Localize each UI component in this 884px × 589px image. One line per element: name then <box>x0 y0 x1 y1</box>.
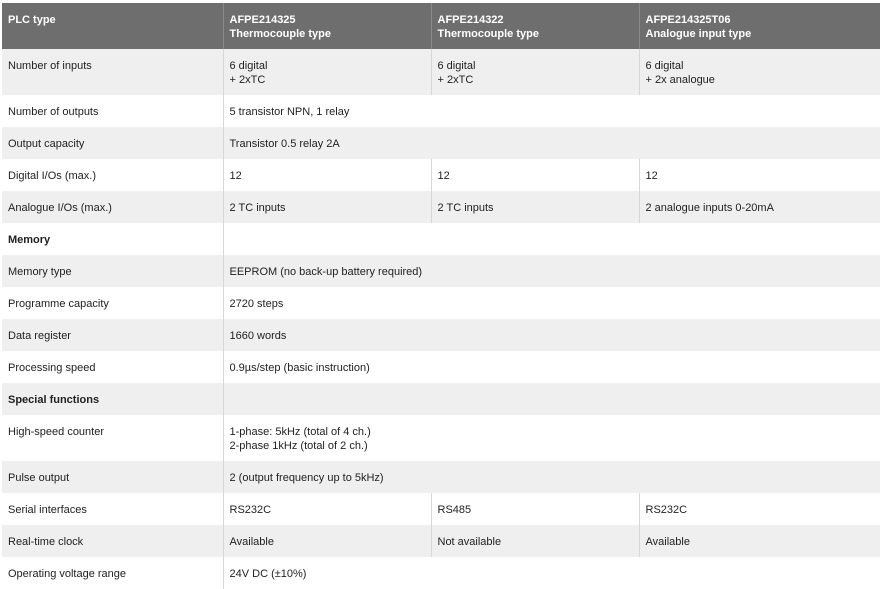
cell-value: 1-phase: 5kHz (total of 4 ch.) 2-phase 1kHz (total of 2 ch.) <box>223 415 880 461</box>
section-row <box>2 223 880 255</box>
table-row <box>2 49 880 95</box>
row-label: Number of outputs <box>2 95 223 127</box>
row-label: Digital I/Os (max.) <box>2 159 223 191</box>
cell-value: RS232C <box>223 493 431 525</box>
cell-value: 5 transistor NPN, 1 relay <box>223 95 880 127</box>
table-row <box>2 95 880 127</box>
cell-value: 2720 steps <box>223 287 880 319</box>
table-row <box>2 461 880 493</box>
cell-value: Available <box>639 525 880 557</box>
cell-value: Available <box>223 525 431 557</box>
section-heading: Special functions <box>2 383 223 415</box>
row-label: Operating voltage range <box>2 557 223 589</box>
header-afpe214325: AFPE214325 Thermocouple type <box>223 3 431 49</box>
cell-value: 12 <box>431 159 639 191</box>
table-row <box>2 159 880 191</box>
cell-value: 6 digital + 2xTC <box>223 49 431 95</box>
cell-empty <box>223 223 880 255</box>
row-label: Analogue I/Os (max.) <box>2 191 223 223</box>
row-label: Pulse output <box>2 461 223 493</box>
cell-value: 2 TC inputs <box>431 191 639 223</box>
cell-value: Not available <box>431 525 639 557</box>
table-row <box>2 319 880 351</box>
cell-value: 0.9µs/step (basic instruction) <box>223 351 880 383</box>
section-row <box>2 383 880 415</box>
row-label: High-speed counter <box>2 415 223 461</box>
row-label: Programme capacity <box>2 287 223 319</box>
cell-empty <box>223 383 880 415</box>
cell-value: 24V DC (±10%) <box>223 557 880 589</box>
cell-value: EEPROM (no back-up battery required) <box>223 255 880 287</box>
cell-value: 2 analogue inputs 0-20mA <box>639 191 880 223</box>
plc-spec-table <box>2 3 880 589</box>
table-row <box>2 525 880 557</box>
header-afpe214325t06: AFPE214325T06 Analogue input type <box>639 3 880 49</box>
header-afpe214322: AFPE214322 Thermocouple type <box>431 3 639 49</box>
table-row <box>2 351 880 383</box>
table-row <box>2 255 880 287</box>
cell-value: 12 <box>223 159 431 191</box>
row-label: Real-time clock <box>2 525 223 557</box>
cell-value: 6 digital + 2x analogue <box>639 49 880 95</box>
cell-value: RS485 <box>431 493 639 525</box>
row-label: Data register <box>2 319 223 351</box>
table-row <box>2 493 880 525</box>
cell-value: 1660 words <box>223 319 880 351</box>
table-row <box>2 287 880 319</box>
row-label: Number of inputs <box>2 49 223 95</box>
row-label: Processing speed <box>2 351 223 383</box>
table-row <box>2 415 880 461</box>
row-label: Serial interfaces <box>2 493 223 525</box>
row-label: Output capacity <box>2 127 223 159</box>
cell-value: 6 digital + 2xTC <box>431 49 639 95</box>
cell-value: 2 TC inputs <box>223 191 431 223</box>
table-row <box>2 191 880 223</box>
header-row <box>2 3 880 49</box>
table-row <box>2 557 880 589</box>
row-label: Memory type <box>2 255 223 287</box>
table-row <box>2 127 880 159</box>
header-plc-type: PLC type <box>2 3 223 49</box>
cell-value: RS232C <box>639 493 880 525</box>
cell-value: 2 (output frequency up to 5kHz) <box>223 461 880 493</box>
section-heading: Memory <box>2 223 223 255</box>
cell-value: Transistor 0.5 relay 2A <box>223 127 880 159</box>
cell-value: 12 <box>639 159 880 191</box>
